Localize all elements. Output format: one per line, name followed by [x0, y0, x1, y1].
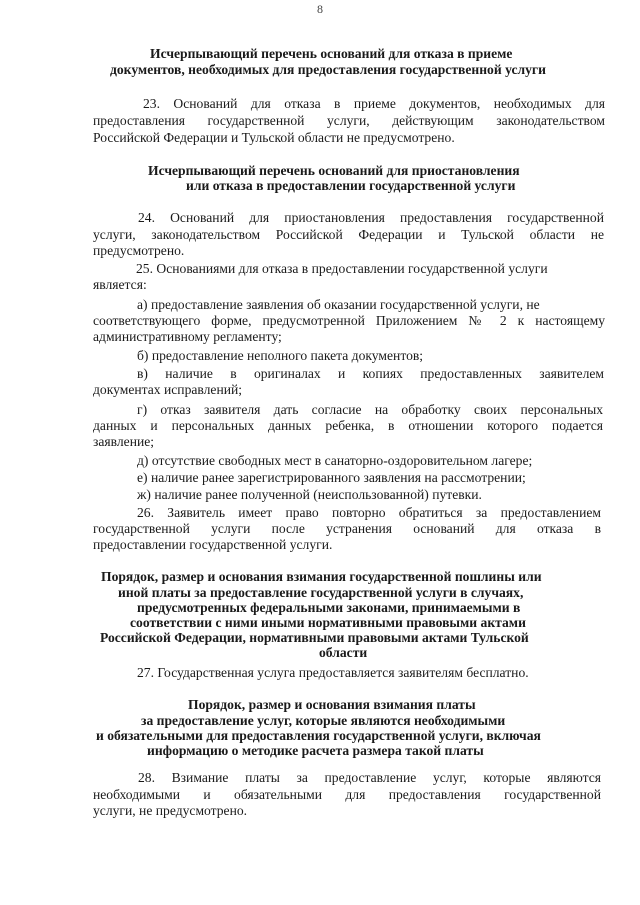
list-item-a: соответствующего форме, предусмотренной Приложением № 2 к настоящему — [93, 313, 605, 328]
paragraph-28: 28. Взимание платы за предоставление услуг, которые являются — [138, 770, 601, 785]
paragraph-23: Российской Федерации и Тульской области не предусмотрено. — [93, 130, 455, 145]
section-heading: иной платы за предоставление государственной услуги в случаях, — [118, 585, 524, 600]
section-heading: за предоставление услуг, которые являются необходимыми — [141, 713, 506, 728]
paragraph-25: является: — [93, 277, 147, 292]
section-heading: информацию о методике расчета размера такой платы — [147, 743, 484, 758]
list-item-g: заявление; — [93, 434, 155, 449]
paragraph-25: 25. Основаниями для отказа в предоставлении государственной услуги — [136, 261, 548, 276]
paragraph-23: 23. Оснований для отказа в приеме документов, необходимых для — [143, 96, 605, 111]
section-heading: соответствии с ними иными нормативными правовыми актами — [130, 615, 526, 630]
paragraph-28: услуги, не предусмотрено. — [93, 803, 248, 818]
list-item-zh: ж) наличие ранее полученной (неиспользованной) путевки. — [137, 487, 482, 502]
section-heading: документов, необходимых для предоставления государственной услуги — [110, 62, 546, 77]
paragraph-28: необходимыми и обязательными для предоставления государственной — [93, 787, 601, 802]
section-heading: и обязательными для предоставления государственной услуги, включая — [96, 728, 541, 743]
paragraph-23: предоставления государственной услуги, действующим законодательством — [93, 113, 605, 128]
list-item-d: д) отсутствие свободных мест в санаторно-оздоровительном лагере; — [137, 453, 533, 468]
list-item-e: е) наличие ранее зарегистрированного заявления на рассмотрении; — [137, 470, 526, 485]
paragraph-27: 27. Государственная услуга предоставляется заявителям бесплатно. — [137, 665, 529, 680]
section-heading: области — [319, 645, 368, 660]
list-item-v: документах исправлений; — [93, 382, 243, 397]
section-heading: или отказа в предоставлении государственной услуги — [186, 178, 516, 193]
list-item-v: в) наличие в оригиналах и копиях предоставленных заявителем — [137, 366, 604, 381]
section-heading: Исчерпывающий перечень оснований для приостановления — [148, 163, 520, 178]
section-heading: предусмотренных федеральными законами, принимаемыми в — [137, 600, 521, 615]
paragraph-26: государственной услуги после устранения оснований для отказа в — [93, 521, 601, 536]
list-item-g: данных и персональных данных ребенка, в отношении которого подается — [93, 418, 603, 433]
list-item-a: административному регламенту; — [93, 329, 282, 344]
list-item-a: а) предоставление заявления об оказании государственной услуги, не — [137, 297, 540, 312]
section-heading: Исчерпывающий перечень оснований для отказа в приеме — [150, 46, 513, 61]
paragraph-26: предоставлении государственной услуги. — [93, 537, 333, 552]
paragraph-24: 24. Оснований для приостановления предоставления государственной — [138, 210, 604, 225]
paragraph-26: 26. Заявитель имеет право повторно обратиться за предоставлением — [137, 505, 601, 520]
section-heading: Российской Федерации, нормативными правовыми актами Тульской — [100, 630, 529, 645]
section-heading: Порядок, размер и основания взимания государственной пошлины или — [101, 569, 542, 584]
section-heading: Порядок, размер и основания взимания платы — [188, 697, 476, 712]
list-item-b: б) предоставление неполного пакета документов; — [137, 348, 424, 363]
paragraph-24: услуги, законодательством Российской Федерации и Тульской области не — [93, 227, 604, 242]
list-item-g: г) отказ заявителя дать согласие на обработку своих персональных — [137, 402, 603, 417]
page-number: 8 — [317, 2, 323, 16]
paragraph-24: предусмотрено. — [93, 243, 185, 258]
